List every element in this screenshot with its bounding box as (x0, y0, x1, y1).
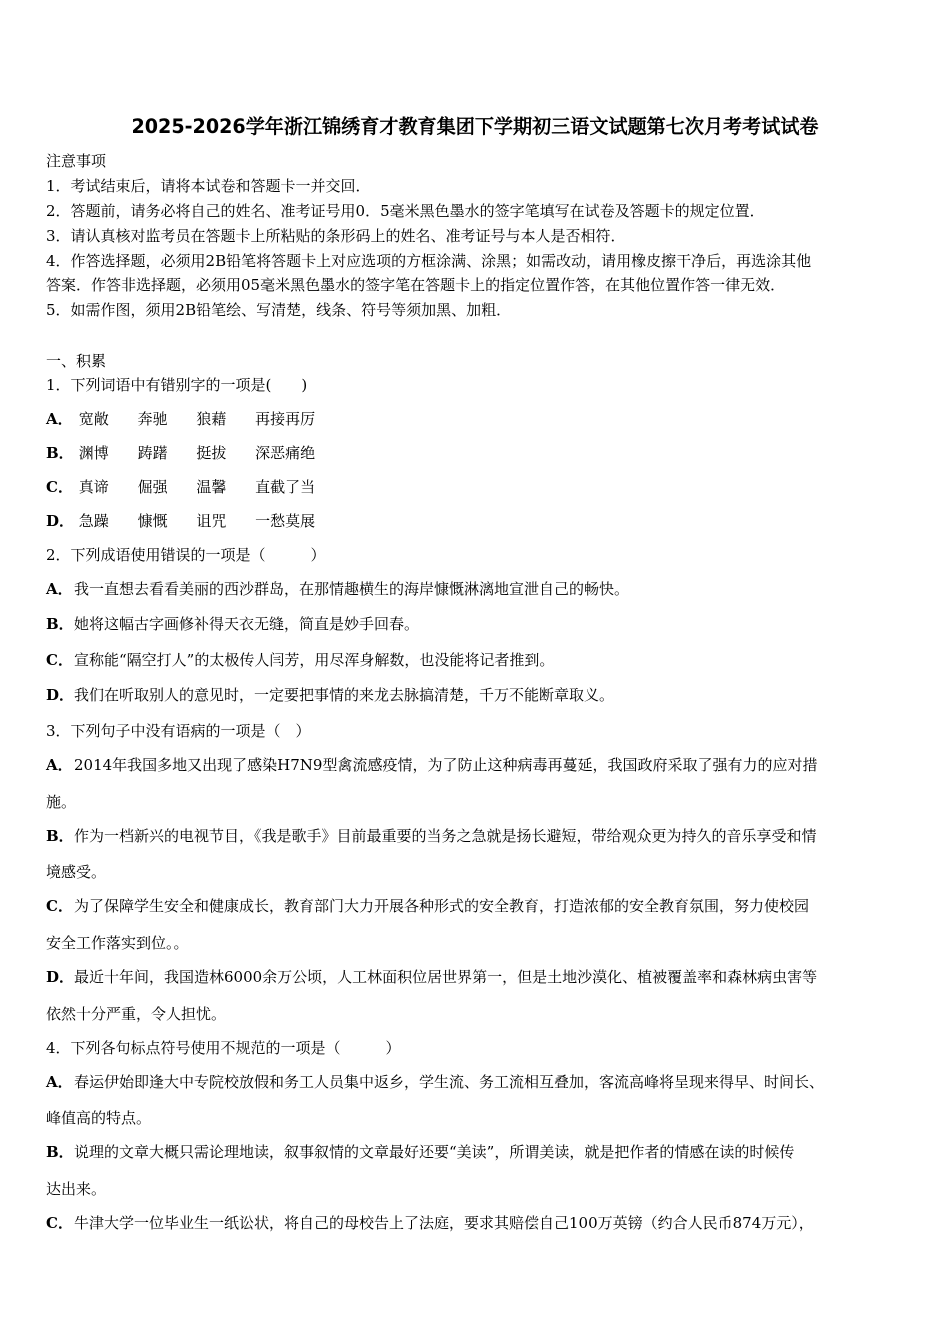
option-label: B． (46, 615, 74, 633)
option-label: D． (46, 512, 75, 530)
option-word: 再接再厉 (255, 410, 316, 428)
option-text-continued: 达出来。 (46, 1180, 107, 1198)
option-label: B． (46, 1143, 74, 1161)
notice-item: 2．答题前，请务必将自己的姓名、准考证号用0．5毫米黑色墨水的签字笔填写在试卷及答题卡的规定位置． (46, 202, 765, 220)
q1-option-b (46, 443, 339, 463)
option-word: 一愁莫展 (255, 512, 316, 530)
q3-option-c (46, 896, 809, 916)
option-text: 宣称能“隔空打人”的太极传人闫芳，用尽浑身解数，也没能将记者推到。 (74, 651, 555, 669)
option-text: 作为一档新兴的电视节目，《我是歌手》目前最重要的当务之急就是扬长避短，带给观众更为持久的音乐享受和情 (74, 827, 817, 845)
option-word: 真谛 (78, 478, 109, 496)
notice-item: 5．如需作图，须用2B铅笔绘、写清楚，线条、符号等须加黑、加粗． (46, 301, 512, 319)
option-word: 狼藉 (196, 410, 227, 428)
q3-option-b (46, 826, 817, 846)
option-label: B． (46, 827, 74, 845)
option-word: 温馨 (196, 478, 227, 496)
option-label: C． (46, 1214, 73, 1232)
option-label: D． (46, 686, 75, 704)
option-word: 渊博 (78, 444, 109, 462)
q2-option-c (46, 650, 554, 670)
option-text: 牛津大学一位毕业生一纸讼状，将自己的母校告上了法庭，要求其赔偿自己100万英镑（约合人民币874万元）， (74, 1214, 814, 1232)
option-text-continued: 境感受。 (46, 863, 107, 881)
option-word: 宽敞 (78, 410, 109, 428)
option-text: 2014年我国多地又出现了感染H7N9型禽流感疫情，为了防止这种病毒再蔓延，我国政府采取了强有力的应对措 (74, 756, 818, 774)
q2-option-a (46, 579, 629, 599)
page-title: 2025-2026学年浙江锦绣育才教育集团下学期初三语文试题第七次月考考试试卷 (131, 115, 819, 138)
option-text: 为了保障学生安全和健康成长，教育部门大力开展各种形式的安全教育，打造浓郁的安全教育氛围，努力使校园 (74, 897, 810, 915)
option-label: C． (46, 897, 73, 915)
q1-option-a (46, 409, 339, 429)
option-text-continued: 依然十分严重，令人担忧。 (46, 1005, 227, 1023)
option-label: A． (46, 580, 73, 598)
notice-item: 4．作答选择题，必须用2B铅笔将答题卡上对应选项的方框涂满、涂黑；如需改动，请用橡皮擦干净后，再选涂其他 (46, 252, 812, 270)
option-label: A． (46, 410, 73, 428)
q3-option-a (46, 755, 817, 775)
option-word: 慷慨 (137, 512, 168, 530)
notice-item: 答案．作答非选择题，必须用05毫米黑色墨水的签字笔在答题卡上的指定位置作答，在其他位置作答一律无效． (46, 276, 786, 294)
q4-option-c (46, 1213, 814, 1233)
question-3-stem: 3．下列句子中没有语病的一项是（ ） (46, 722, 311, 740)
q2-option-b (46, 614, 419, 634)
notice-heading: 注意事项 (46, 152, 107, 170)
q1-option-d (46, 511, 339, 531)
option-word: 倔强 (137, 478, 168, 496)
option-text: 说理的文章大概只需论理地读，叙事叙情的文章最好还要“美读”，所谓美读，就是把作者的情感在读的时候传 (74, 1143, 795, 1161)
q1-option-c (46, 477, 339, 497)
option-label: B． (46, 444, 74, 462)
q3-option-d (46, 967, 817, 987)
section-heading: 一、积累 (46, 352, 107, 370)
option-label: C． (46, 651, 73, 669)
q2-option-d (46, 685, 614, 705)
question-2-stem: 2．下列成语使用错误的一项是（ ） (46, 546, 326, 564)
q4-option-a (46, 1072, 824, 1092)
option-word: 诅咒 (196, 512, 227, 530)
option-label: A． (46, 756, 73, 774)
question-1-stem: 1．下列词语中有错别字的一项是( ) (46, 376, 308, 394)
option-word: 深恶痛绝 (255, 444, 316, 462)
option-text-continued: 峰值高的特点。 (46, 1109, 152, 1127)
option-text: 她将这幅古字画修补得天衣无缝，简直是妙手回春。 (74, 615, 420, 633)
notice-item: 1．考试结束后，请将本试卷和答题卡一并交回． (46, 177, 371, 195)
option-text: 最近十年间，我国造林6000余万公顷，人工林面积位居世界第一，但是土地沙漠化、植被覆盖率和森林病虫害等 (74, 968, 818, 986)
option-word: 急躁 (78, 512, 109, 530)
option-label: D． (46, 968, 75, 986)
option-word: 挺拔 (196, 444, 227, 462)
notice-item: 3．请认真核对监考员在答题卡上所粘贴的条形码上的姓名、准考证号与本人是否相符． (46, 227, 626, 245)
option-word: 踌躇 (137, 444, 168, 462)
option-word: 直截了当 (255, 478, 316, 496)
option-text: 我一直想去看看美丽的西沙群岛，在那情趣横生的海岸慷慨淋漓地宣泄自己的畅快。 (74, 580, 630, 598)
option-text-continued: 施。 (46, 793, 77, 811)
question-4-stem: 4．下列各句标点符号使用不规范的一项是（ ） (46, 1039, 401, 1057)
option-label: A． (46, 1073, 73, 1091)
option-text-continued: 安全工作落实到位。。 (46, 934, 189, 952)
option-word: 奔驰 (137, 410, 168, 428)
q4-option-b (46, 1142, 794, 1162)
option-text: 我们在听取别人的意见时，一定要把事情的来龙去脉搞清楚，千万不能断章取义。 (74, 686, 615, 704)
option-label: C． (46, 478, 73, 496)
option-text: 春运伊始即逢大中专院校放假和务工人员集中返乡，学生流、务工流相互叠加，客流高峰将呈现来得早、时间长、 (74, 1073, 825, 1091)
